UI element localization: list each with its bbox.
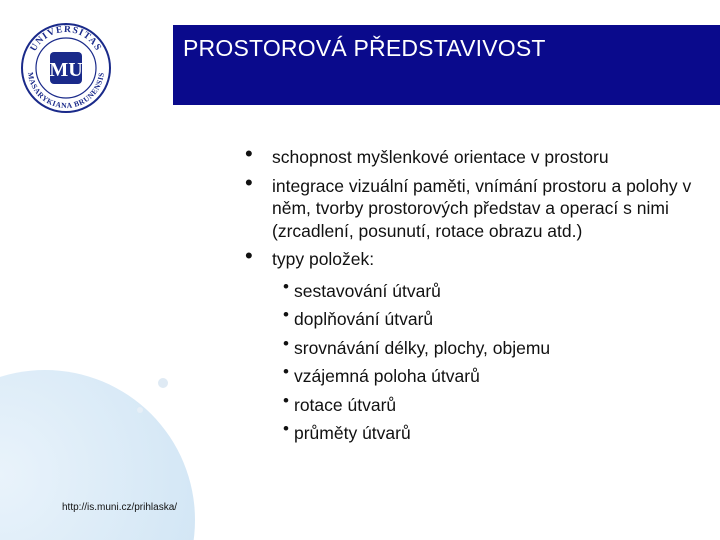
sub-item: • rotace útvarů [283, 390, 397, 415]
sub-item: • srovnávání délky, plochy, objemu [283, 333, 551, 358]
bullet-item: • typy položek: [245, 243, 375, 269]
logo-emblem: MU [49, 59, 83, 81]
bullet-item: • integrace vizuální paměti, vnímání prostoru a polohy v něm, tvorby prostorových představ a operací s nimi (zrcadlení, posunutí, rotace obrazu atd.) [245, 169, 692, 241]
decor-large-circle [0, 370, 195, 540]
slide-content [245, 141, 715, 448]
page-title: PROSTOROVÁ PŘEDSTAVIVOST [183, 35, 546, 61]
logo-text-top: UNIVERSITAS [28, 24, 104, 54]
logo-text-bottom: MASARYKIANA BRUNENSIS [25, 71, 106, 111]
bullet-item: • schopnost myšlenkové orientace v prostoru [245, 141, 609, 167]
sub-item: • průměty útvarů [283, 419, 411, 443]
sub-item: • vzájemná poloha útvarů [283, 362, 480, 386]
decor-dot-circle [137, 407, 143, 413]
sub-item: • doplňování útvarů [283, 305, 434, 329]
university-logo [20, 12, 112, 120]
footer-url[interactable]: http://is.muni.cz/prihlaska/ [62, 502, 178, 513]
decor-small-circle [158, 378, 168, 388]
title-bar [173, 25, 720, 105]
sub-item: • sestavování útvarů [283, 276, 441, 301]
